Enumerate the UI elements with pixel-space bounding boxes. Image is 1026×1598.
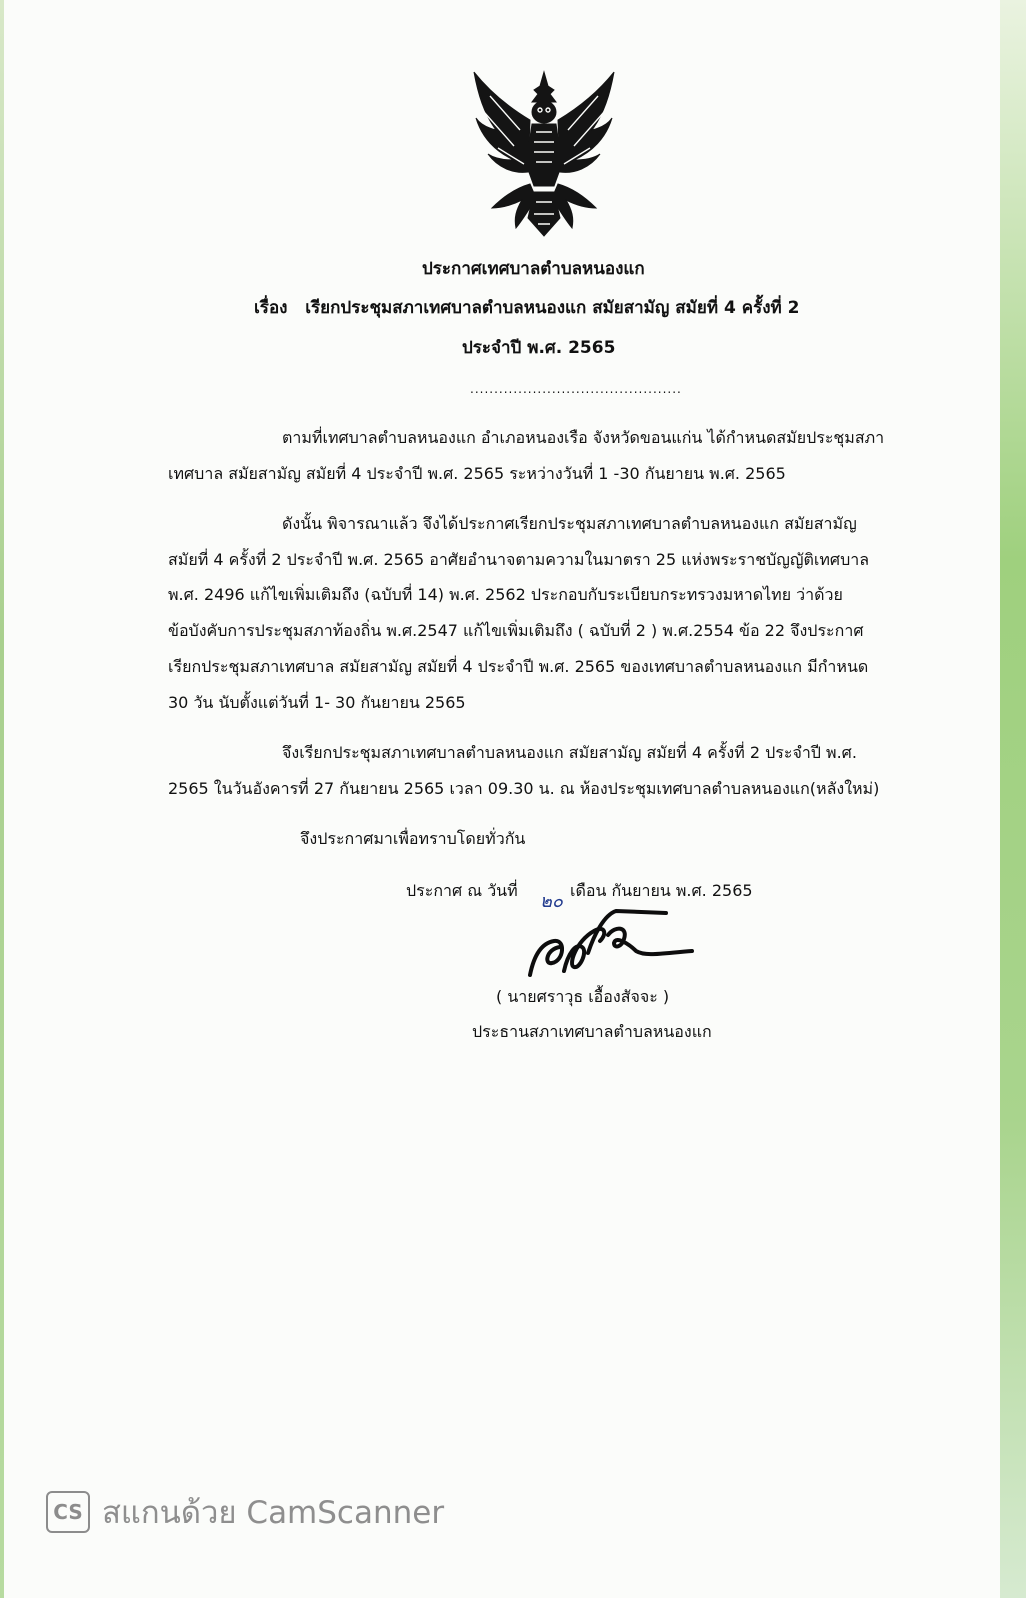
signatory-name: ( นายศราวุธ เอื้องสัจจะ ) <box>496 987 670 1006</box>
handwritten-day: ๒๐ <box>540 891 563 912</box>
paragraph-3-line-2: 2565 ในวันอังคารที่ 27 กันยายน 2565 เวลา 09.30 น. ณ ห้องประชุมเทศบาลตำบลหนองแก(หลังใหม่) <box>168 779 880 798</box>
closing-line: จึงประกาศมาเพื่อทราบโดยทั่วกัน <box>300 829 526 848</box>
subject-line <box>254 297 799 319</box>
camscanner-logo-icon: CS <box>46 1491 90 1533</box>
separator-dots: ............................................ <box>470 382 682 396</box>
year-line: ประจำปี พ.ศ. 2565 <box>462 338 616 358</box>
paragraph-2-line-2: สมัยที่ 4 ครั้งที่ 2 ประจำปี พ.ศ. 2565 อาศัยอำนาจตามความในมาตรา 25 แห่งพระราชบัญญัติเทศบาล <box>168 550 870 569</box>
scan-edge-right <box>1000 0 1026 1598</box>
paragraph-1-line-2: เทศบาล สมัยสามัญ สมัยที่ 4 ประจำปี พ.ศ. 2565 ระหว่างวันที่ 1 -30 กันยายน พ.ศ. 2565 <box>168 464 786 483</box>
subject-text: เรียกประชุมสภาเทศบาลตำบลหนองแก สมัยสามัญ สมัยที่ 4 ครั้งที่ 2 <box>305 298 800 318</box>
signature-icon <box>524 905 699 983</box>
paragraph-2-line-3: พ.ศ. 2496 แก้ไขเพิ่มเติมถึง (ฉบับที่ 14) พ.ศ. 2562 ประกอบกับระเบียบกระทรวงมหาดไทย ว่าด้วย <box>168 585 843 604</box>
watermark-text: สแกนด้วย CamScanner <box>102 1495 445 1531</box>
camscanner-watermark <box>46 1489 444 1535</box>
paragraph-2-line-6: 30 วัน นับตั้งแต่วันที่ 1- 30 กันยายน 2565 <box>168 693 466 712</box>
signatory-position: ประธานสภาเทศบาลตำบลหนองแก <box>472 1022 712 1041</box>
subject-label: เรื่อง <box>254 298 288 318</box>
date-line-prefix: ประกาศ ณ วันที่ <box>406 881 518 900</box>
garuda-emblem-icon <box>470 68 618 240</box>
date-line-suffix: เดือน กันยายน พ.ศ. 2565 <box>570 881 753 900</box>
paragraph-2-line-5: เรียกประชุมสภาเทศบาล สมัยสามัญ สมัยที่ 4 ประจำปี พ.ศ. 2565 ของเทศบาลตำบลหนองแก มีกำหนด <box>168 657 869 676</box>
page-title: ประกาศเทศบาลตำบลหนองแก <box>422 259 645 279</box>
paragraph-1-line-1: ตามที่เทศบาลตำบลหนองแก อำเภอหนองเรือ จังหวัดขอนแก่น ได้กำหนดสมัยประชุมสภา <box>282 428 885 447</box>
paragraph-2-line-4: ข้อบังคับการประชุมสภาท้องถิ่น พ.ศ.2547 แก้ไขเพิ่มเติมถึง ( ฉบับที่ 2 ) พ.ศ.2554 ข้อ 22 จึงประกาศ <box>168 621 864 640</box>
paragraph-2-line-1: ดังนั้น พิจารณาแล้ว จึงได้ประกาศเรียกประชุมสภาเทศบาลตำบลหนองแก สมัยสามัญ <box>282 514 857 533</box>
document-page <box>4 0 1006 1598</box>
paragraph-3-line-1: จึงเรียกประชุมสภาเทศบาลตำบลหนองแก สมัยสามัญ สมัยที่ 4 ครั้งที่ 2 ประจำปี พ.ศ. <box>282 743 857 762</box>
